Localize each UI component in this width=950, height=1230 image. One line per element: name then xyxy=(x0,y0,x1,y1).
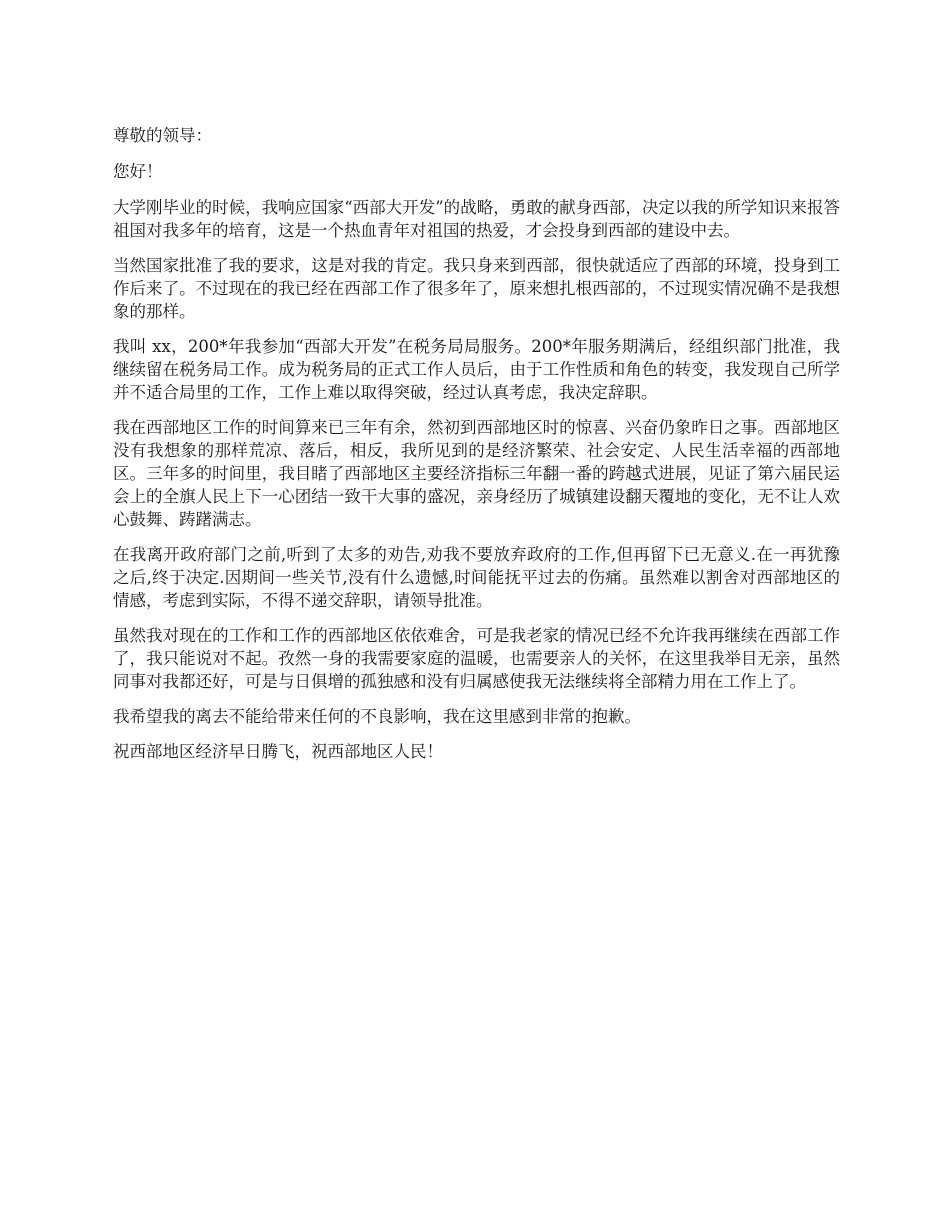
paragraph-7: 我希望我的离去不能给带来任何的不良影响，我在这里感到非常的抱歉。 xyxy=(113,707,641,726)
paragraph-2: 当然国家批准了我的要求，这是对我的肯定。我只身来到西部，很快就适应了西部的环境，投身到工作后来了。不过现在的我已经在西部工作了很多年了，原来想扎根西部的，不过现实情况确不是我想象的那样。 xyxy=(113,256,840,321)
salutation: 尊敬的领导： xyxy=(113,126,212,145)
paragraph-3: 我叫 xx，200*年我参加“西部大开发”在税务局局服务。200*年服务期满后，经组织部门批准，我继续留在税务局工作。成为税务局的正式工作人员后，由于工作性质和角色的转变，我发现自己所学并不适合局里的工作，工作上难以取得突破，经过认真考虑，我决定辞职。 xyxy=(113,337,840,402)
paragraph-5: 在我离开政府部门之前,听到了太多的劝告,劝我不要放弃政府的工作,但再留下已无意义.在一再犹豫之后,终于决定.因期间一些关节,没有什么遗憾,时间能抚平过去的伤痛。虽然难以割舍对西部地区的情感，考虑到实际，不得不递交辞职，请领导批准。 xyxy=(113,545,840,610)
paragraph-1: 大学刚毕业的时候，我响应国家“西部大开发”的战略，勇敢的献身西部，决定以我的所学知识来报答祖国对我多年的培育，这是一个热血青年对祖国的热爱，才会投身到西部的建设中去。 xyxy=(113,198,840,240)
greeting: 您好！ xyxy=(113,162,163,181)
letter-body xyxy=(113,124,840,775)
paragraph-6: 虽然我对现在的工作和工作的西部地区依依难舍，可是我老家的情况已经不允许我再继续在西部工作了，我只能说对不起。孜然一身的我需要家庭的温暖，也需要亲人的关怀，在这里我举目无亲，虽然同事对我都还好，可是与日俱增的孤独感和没有归属感使我无法继续将全部精力用在工作上了。 xyxy=(113,626,840,691)
paragraph-4: 我在西部地区工作的时间算来已三年有余，然初到西部地区时的惊喜、兴奋仍象昨日之事。西部地区没有我想象的那样荒凉、落后，相反，我所见到的是经济繁荣、社会安定、人民生活幸福的西部地区。三年多的时间里，我目睹了西部地区主要经济指标三年翻一番的跨越式进展，见证了第六届民运会上的全旗人民上下一心团结一致干大事的盛况，亲身经历了城镇建设翻天覆地的变化，无不让人欢心鼓舞、踌躇满志。 xyxy=(113,418,840,529)
closing-wish: 祝西部地区经济早日腾飞，祝西部地区人民！ xyxy=(113,742,443,761)
